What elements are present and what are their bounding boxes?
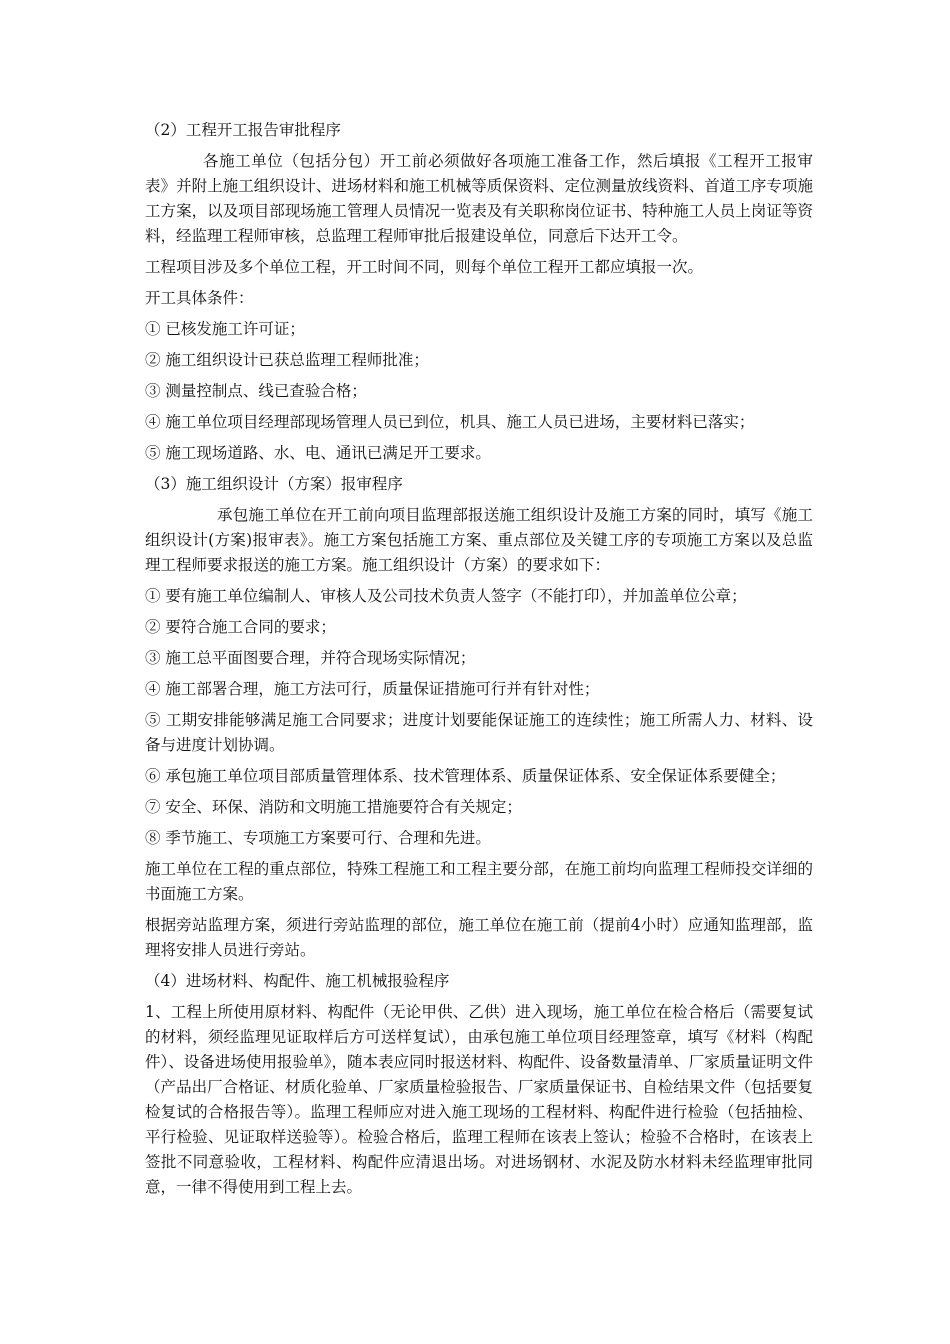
list-item-condition: ① 已核发施工许可证； [145, 320, 305, 338]
list-item-requirement: ① 要有施工单位编制人、审核人及公司技术负责人签字（不能打印），并加盖单位公章； [145, 587, 747, 605]
paragraph-start-report: 各施工单位（包括分包）开工前必须做好各项施工准备工作，然后填报《工程开工报审表》并附上施工组织设计、进场材料和施工机械等质保资料、定位测量放线资料、首道工序专项施工方案，以及项目部现场施工管理人员情况一览表及有关职称岗位证书、特种施工人员上岗证等资料，经监理工程师审核，总监理工程师审批后报建设单位，同意后下达开工令。 [145, 152, 813, 245]
paragraph-key-parts: 施工单位在工程的重点部位，特殊工程施工和工程主要分部，在施工前均向监理工程师投交详细的书面施工方案。 [145, 860, 813, 903]
section-heading-3: （3）施工组织设计（方案）报审程序 [145, 475, 403, 493]
list-item-requirement: ⑦ 安全、环保、消防和文明施工措施要符合有关规定； [145, 798, 522, 816]
section-heading-4: （4）进场材料、构配件、施工机械报验程序 [145, 972, 450, 990]
list-item-requirement: ⑥ 承包施工单位项目部质量管理体系、技术管理体系、质量保证体系、安全保证体系要健全； [145, 767, 786, 785]
paragraph-material-inspection: 1、工程上所使用原材料、构配件（无论甲供、乙供）进入现场，施工单位在检合格后（需要复试的材料，须经监理见证取样后方可送样复试），由承包施工单位项目经理签章，填写《材料（构配件）、设备进场使用报验单》，随本表应同时报送材料、构配件、设备数量清单、厂家质量证明文件（产品出厂合格证、材质化验单、厂家质量检验报告、厂家质量保证书、自检结果文件（包括要复检复试的合格报告等）。监理工程师应对进入施工现场的工程材料、构配件进行检验（包括抽检、平行检验、见证取样送验等）。检验合格后，监理工程师在该表上签认；检验不合格时，在该表上签批不同意验收，工程材料、构配件应清退出场。对进场钢材、水泥及防水材料未经监理审批同意，一律不得使用到工程上去。 [145, 1003, 813, 1196]
document-page [145, 118, 813, 1206]
list-item-requirement: ⑧ 季节施工、专项施工方案要可行、合理和先进。 [145, 829, 491, 847]
list-item-condition: ② 施工组织设计已获总监理工程师批准； [145, 351, 429, 369]
list-item-requirement: ④ 施工部署合理，施工方法可行，质量保证措施可行并有针对性； [145, 680, 600, 698]
list-item-requirement: ③ 施工总平面图要合理，并符合现场实际情况； [145, 649, 476, 667]
list-item-requirement: ⑤ 工期安排能够满足施工合同要求；进度计划要能保证施工的连续性；施工所需人力、材料、设备与进度计划协调。 [145, 711, 813, 754]
paragraph-construction-plan: 承包施工单位在开工前向项目监理部报送施工组织设计及施工方案的同时，填写《施工组织设计(方案)报审表》。施工方案包括施工方案、重点部位及关键工序的专项施工方案以及总监理工程师要求报送的施工方案。施工组织设计（方案）的要求如下： [145, 506, 813, 574]
list-item-condition: ④ 施工单位项目经理部现场管理人员已到位，机具、施工人员已进场，主要材料已落实； [145, 413, 755, 431]
list-item-condition: ⑤ 施工现场道路、水、电、通讯已满足开工要求。 [145, 444, 491, 462]
list-item-requirement: ② 要符合施工合同的要求； [145, 618, 336, 636]
paragraph-side-supervision: 根据旁站监理方案，须进行旁站监理的部位，施工单位在施工前（提前4小时）应通知监理部，监理将安排人员进行旁站。 [145, 916, 813, 959]
section-heading-2: （2）工程开工报告审批程序 [145, 121, 341, 139]
list-item-condition: ③ 测量控制点、线已查验合格； [145, 382, 367, 400]
conditions-title: 开工具体条件： [145, 289, 254, 307]
paragraph-multiple-units: 工程项目涉及多个单位工程，开工时间不同，则每个单位工程开工都应填报一次。 [145, 258, 704, 276]
